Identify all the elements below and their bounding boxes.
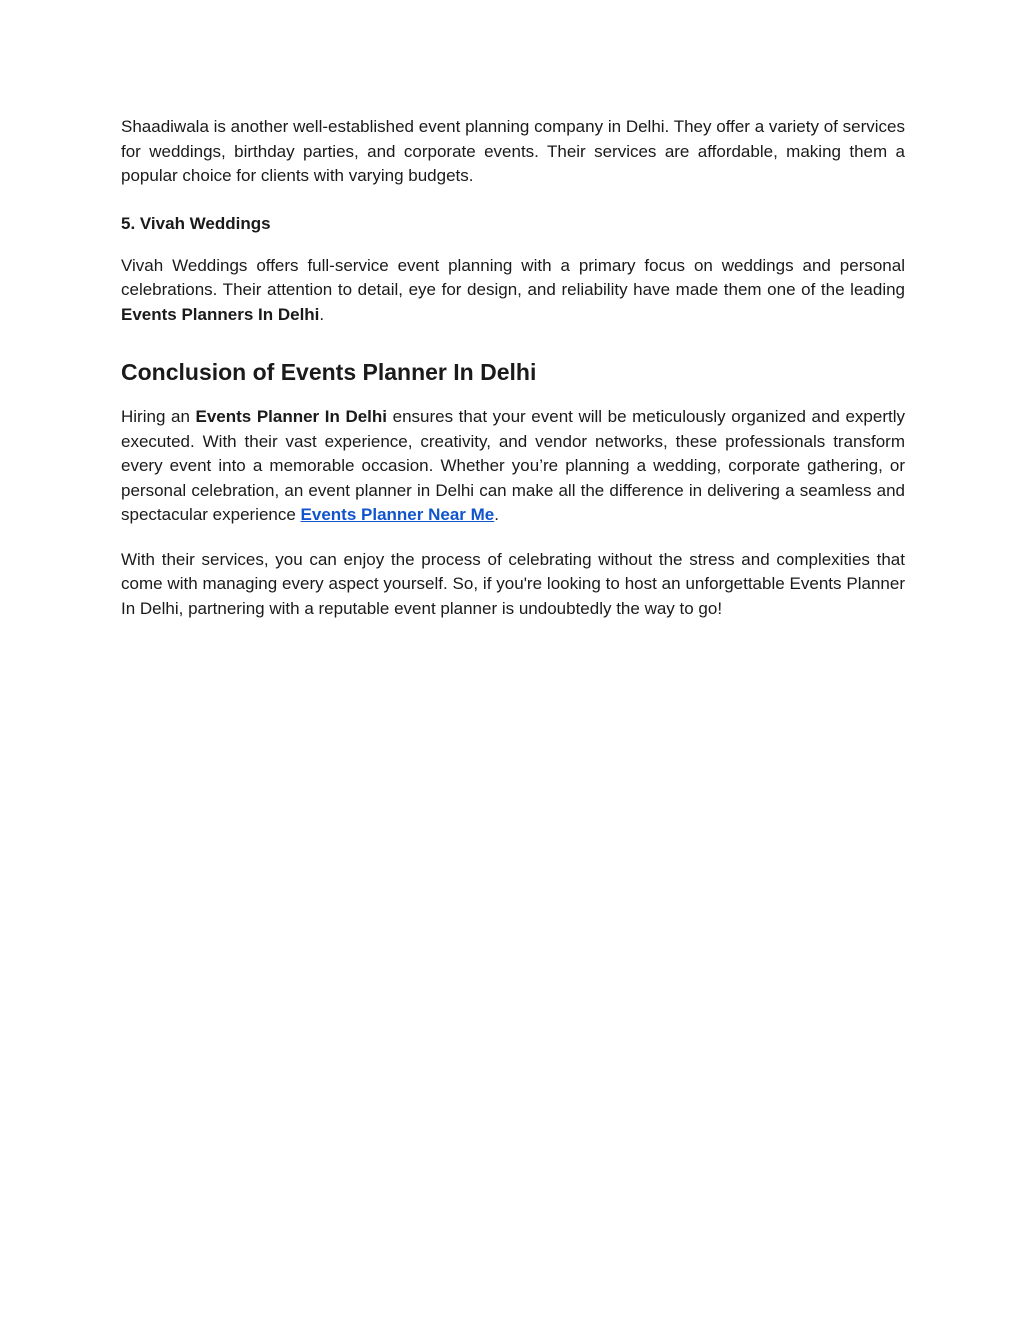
document-page	[121, 115, 905, 621]
paragraph-text: ensures that your event will be meticulously organized and expertly executed. With their vast experience, creativity, and vendor networks, these professionals transform every event into a memorable occasion. Whether you’re planning a wedding, corporate gathering, or personal celebration, an event planner in Delhi can make all the difference in delivering a seamless and spectacular experience	[121, 407, 905, 524]
subheading-vivah-weddings: 5. Vivah Weddings	[121, 213, 271, 233]
paragraph-conclusion	[121, 405, 905, 528]
bold-keyword: Events Planners In Delhi	[121, 304, 320, 324]
paragraph-text: .	[494, 505, 499, 524]
events-planner-near-me-link[interactable]: Events Planner Near Me	[300, 505, 495, 524]
paragraph-text: Vivah Weddings offers full-service event planning with a primary focus on weddings and personal celebrations. Their attention to detail, eye for design, and reliability have made them one of the leading	[121, 255, 905, 299]
paragraph-vivah-weddings	[121, 254, 905, 328]
paragraph-shaadiwala: Shaadiwala is another well-established event planning company in Delhi. They offer a variety of services for weddings, birthday parties, and corporate events. Their services are affordable, making them a popular choice for clients with varying budgets.	[121, 117, 905, 185]
paragraph-text: Hiring an	[121, 407, 196, 426]
bold-keyword: Events Planner In Delhi	[195, 407, 388, 426]
paragraph-text: .	[319, 304, 325, 324]
paragraph-closing: With their services, you can enjoy the process of celebrating without the stress and complexities that come with managing every aspect yourself. So, if you're looking to host an unforgettable Events Planner In Delhi, partnering with a reputable event planner is undoubtedly the way to go!	[121, 549, 905, 618]
section-heading-conclusion: Conclusion of Events Planner In Delhi	[121, 359, 537, 385]
